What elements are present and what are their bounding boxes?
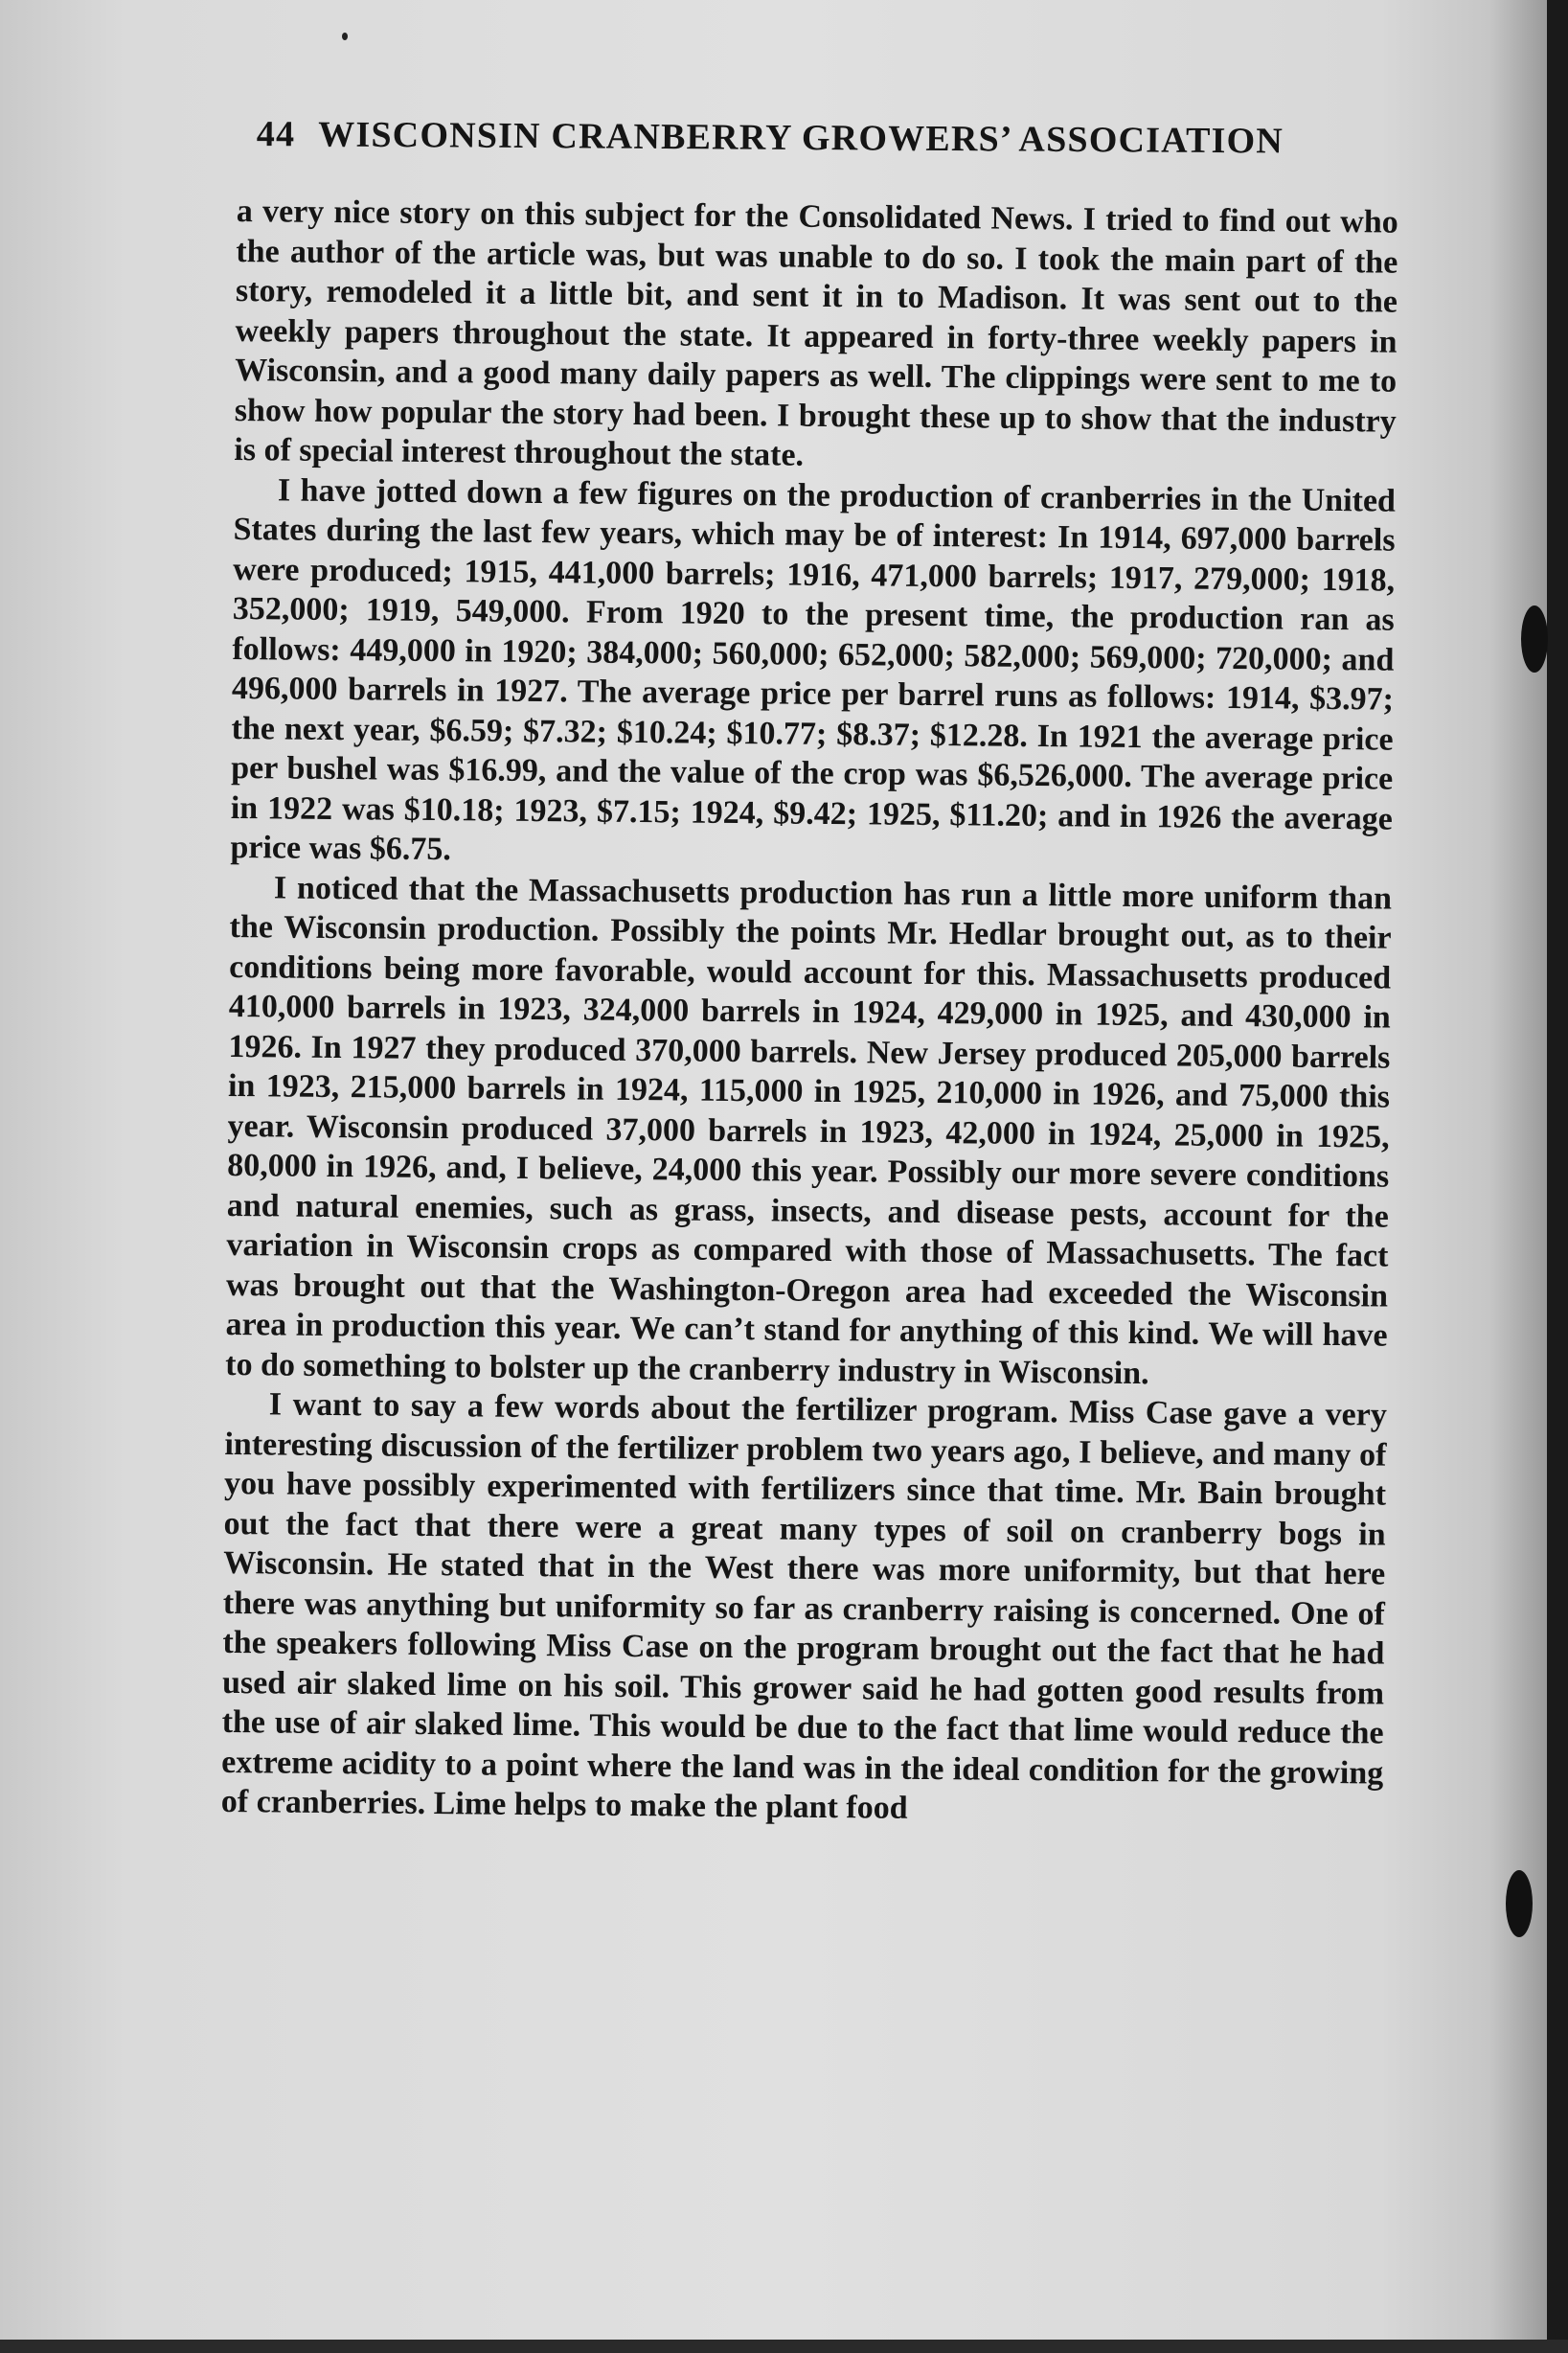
binding-hole-top: [1521, 605, 1548, 673]
running-head: [257, 113, 1329, 163]
paragraph-state-comparison: I noticed that the Massachusetts production has run a little more uniform than the Wisconsin production. Possibly the points Mr. Hedlar brought out, as to their conditions being more favorable, would account for this. Massachusetts produced 410,000 barrels in 1923, 324,000 barrels in 1924, 429,000 in 1925, and 430,000 in 1926. In 1927 they produced 370,000 barrels. New Jersey produced 205,000 barrels in 1923, 215,000 barrels in 1924, 115,000 in 1925, 210,000 in 1926, and 75,000 this year. Wisconsin produced 37,000 barrels in 1923, 42,000 in 1924, 25,000 in 1925, 80,000 in 1926, and, I believe, 24,000 this year. Possibly our more severe conditions and natural enemies, such as grass, insects, and disease pests, account for the variation in Wisconsin crops as compared with those of Massachusetts. The fact was brought out that the Washington-Oregon area had exceeded the Wisconsin area in production this year. We can’t stand for anything of this kind. We will have to do something to bolster up the cranberry industry in Wisconsin.: [225, 869, 1393, 1391]
paragraph-continued: a very nice story on this subject for the Consolidated News. I tried to find out who the author of the article was, but was unable to do so. I took the main part of the story, remodeled it a little bit, and sent it in to Madison. It was sent out to the weekly papers throughout the state. It appeared in forty-three weekly papers in Wisconsin, and a good many daily papers as well. The clippings were sent to me to show how popular the story had been. I brought these up to show that the industry is of special interest throughout the state.: [234, 193, 1398, 473]
binding-hole-bottom: [1506, 1870, 1533, 1937]
page-gutter-shadow: [1489, 0, 1547, 2353]
scan-dark-border: [1547, 0, 1568, 2353]
scan-bottom-border: [0, 2340, 1568, 2353]
body-text: [221, 192, 1398, 1833]
page-number: 44: [256, 113, 296, 155]
paragraph-fertilizer-program: I want to say a few words about the fertilizer program. Miss Case gave a very interesting discussion of the fertilizer problem two years ago, I believe, and many of you have possibly experimented with fertilizers since that time. Mr. Bain brought out the fact that there were a great many types of soil on cranberry bogs in Wisconsin. He stated that in the West there was more uniformity, but that here there was anything but uniformity so far as cranberry raising is concerned. One of the speakers following Miss Case on the program brought out the fact that he had used air slaked lime on his soil. This grower said he had gotten good results from the use of air slaked lime. This would be due to the fact that lime would reduce the extreme acidity to a point where the land was in the ideal condition for the growing of cranberries. Lime helps to make the plant food: [220, 1386, 1387, 1826]
running-title: WISCONSIN CRANBERRY GROWERS’ ASSOCIATION: [318, 114, 1284, 162]
ink-speck: [342, 33, 348, 40]
paragraph-production-figures: I have jotted down a few figures on the production of cranberries in the United States during the last few years, which may be of interest: In 1914, 697,000 barrels were produced; 1915, 441,000 barrels; 1916, 471,000 barrels; 1917, 279,000; 1918, 352,000; 1919, 549,000. From 1920 to the present time, the production ran as follows: 449,000 in 1920; 384,000; 560,000; 652,000; 582,000; 569,000; 720,000; and 496,000 barrels in 1927. The average price per barrel runs as follows: 1914, $3.97; the next year, $6.59; $7.32; $10.24; $10.77; $8.37; $12.28. In 1921 the average price per bushel was $16.99, and the value of the crop was $6,526,000. The average price in 1922 was $10.18; 1923, $7.15; 1924, $9.42; 1925, $11.20; and in 1926 the average price was $6.75.: [230, 471, 1397, 868]
